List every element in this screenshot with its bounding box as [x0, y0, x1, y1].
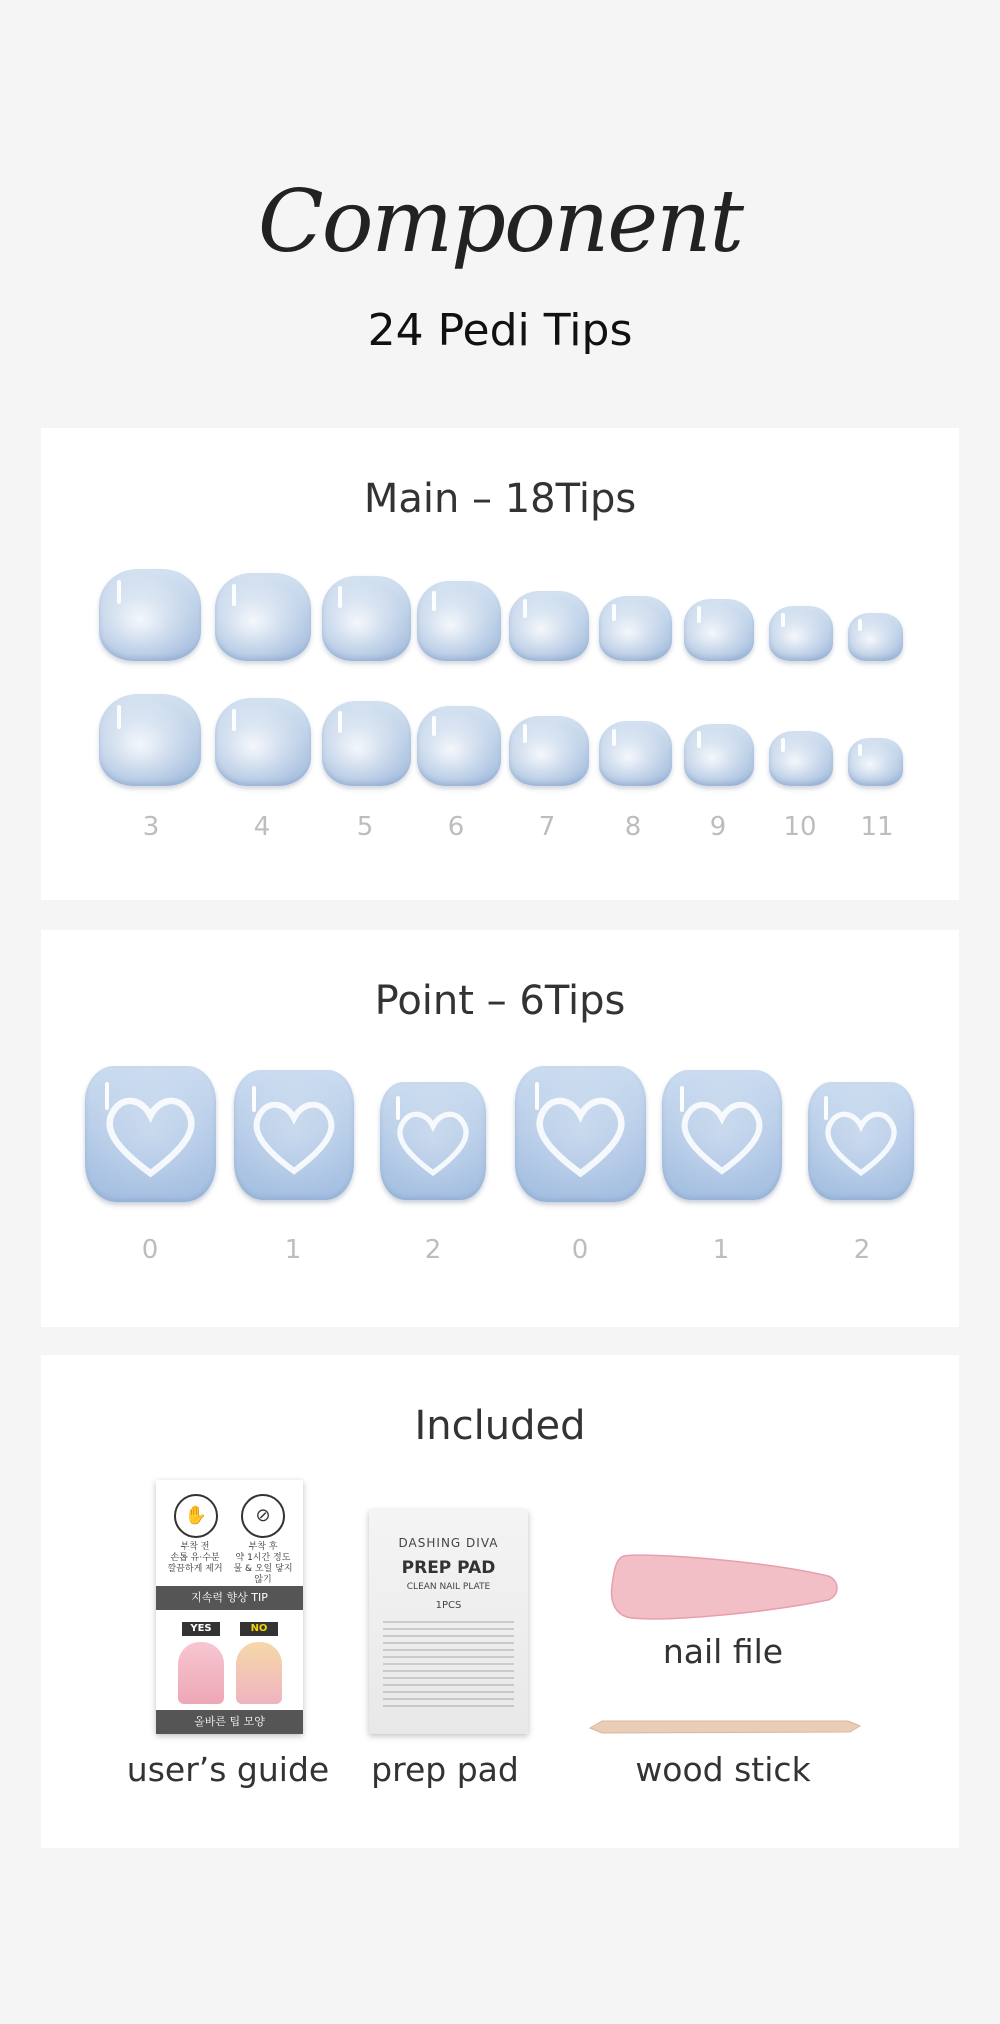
- point-tips-title: Point – 6Tips: [374, 978, 626, 1024]
- tip-size-4: [215, 698, 311, 786]
- prep-pad-brand: DASHING DIVA: [398, 1536, 499, 1550]
- prep-pad-name: PREP PAD: [401, 1558, 496, 1578]
- no-water-icon: ⊘: [241, 1494, 285, 1538]
- tip-size-5: [322, 701, 411, 786]
- wood-stick-label: wood stick: [635, 1750, 811, 1789]
- tip-size-3: [99, 569, 201, 661]
- size-label: 2: [424, 1235, 442, 1265]
- size-label: 1: [284, 1235, 302, 1265]
- main-tips-row-1: [41, 561, 959, 661]
- size-label: 4: [253, 812, 271, 842]
- tip-size-9: [684, 724, 754, 786]
- tip-size-6: [417, 706, 501, 786]
- heart-icon: [85, 1066, 216, 1202]
- yes-badge: YES: [182, 1622, 220, 1636]
- users-guide-card: [156, 1480, 303, 1734]
- tip-size-7: [509, 591, 589, 661]
- after-attach-text: 부착 후 약 1시간 정도 물 & 오일 닿지 않기: [233, 1542, 293, 1585]
- wrong-nail-icon: [236, 1642, 282, 1704]
- size-label: 5: [356, 812, 374, 842]
- size-label: 7: [538, 812, 556, 842]
- no-badge: NO: [240, 1622, 278, 1636]
- heart-icon: [380, 1082, 486, 1200]
- tip-size-7: [509, 716, 589, 786]
- heart-icon: [808, 1082, 914, 1200]
- prep-pad-packet: [369, 1510, 528, 1734]
- tip-size-10: [769, 606, 833, 661]
- tip-size-11: [848, 613, 903, 661]
- size-label: 2: [853, 1235, 871, 1265]
- tip-size-5: [322, 576, 411, 661]
- size-label: 10: [783, 812, 817, 842]
- users-guide-label: user’s guide: [126, 1750, 330, 1789]
- page-title: Component: [257, 172, 743, 272]
- heart-tip-size-0: [515, 1066, 646, 1202]
- prep-pad-fine-print: [383, 1621, 514, 1711]
- heart-icon: [662, 1070, 782, 1200]
- size-label: 6: [447, 812, 465, 842]
- size-label: 9: [709, 812, 727, 842]
- size-label: 0: [571, 1235, 589, 1265]
- shape-bar: 올바른 팁 모양: [156, 1710, 303, 1734]
- size-label: 0: [141, 1235, 159, 1265]
- tip-size-8: [599, 721, 672, 786]
- heart-tip-size-2: [380, 1082, 486, 1200]
- heart-tip-size-0: [85, 1066, 216, 1202]
- tip-size-4: [215, 573, 311, 661]
- heart-icon: [234, 1070, 354, 1200]
- heart-tip-size-2: [808, 1082, 914, 1200]
- main-tips-row-2: [41, 686, 959, 786]
- tip-size-9: [684, 599, 754, 661]
- size-label: 3: [142, 812, 160, 842]
- included-title: Included: [414, 1403, 586, 1449]
- hand-wash-icon: ✋: [174, 1494, 218, 1538]
- main-tips-card: [41, 428, 959, 900]
- wood-stick-icon: [588, 1716, 862, 1738]
- size-label: 1: [712, 1235, 730, 1265]
- before-attach-text: 부착 전 손톱 유·수분 깔끔하게 제거: [167, 1542, 223, 1574]
- point-tips-card: [41, 930, 959, 1327]
- tip-size-3: [99, 694, 201, 786]
- size-label: 8: [624, 812, 642, 842]
- tip-size-11: [848, 738, 903, 786]
- heart-icon: [515, 1066, 646, 1202]
- prep-pad-label: prep pad: [371, 1750, 519, 1789]
- size-label: 11: [860, 812, 894, 842]
- page-subtitle: 24 Pedi Tips: [367, 305, 633, 356]
- tip-size-8: [599, 596, 672, 661]
- nail-file-icon: [610, 1548, 840, 1624]
- prep-pad-sub: CLEAN NAIL PLATE: [406, 1582, 491, 1592]
- main-tips-title: Main – 18Tips: [363, 476, 637, 522]
- nail-file-label: nail file: [662, 1632, 784, 1671]
- correct-nail-icon: [178, 1642, 224, 1704]
- prep-pad-count: 1PCS: [435, 1600, 462, 1611]
- heart-tip-size-1: [662, 1070, 782, 1200]
- tip-size-10: [769, 731, 833, 786]
- heart-tip-size-1: [234, 1070, 354, 1200]
- tip-size-6: [417, 581, 501, 661]
- tip-bar: 지속력 향상 TIP: [156, 1586, 303, 1610]
